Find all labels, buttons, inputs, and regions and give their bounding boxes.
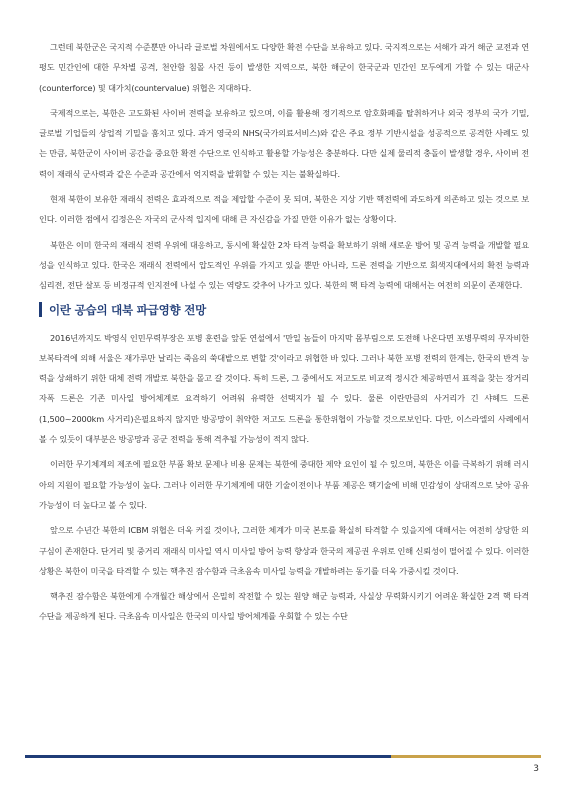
section-heading-text: 이란 공습의 대북 파급영향 전망 <box>49 302 207 317</box>
paragraph: 현재 북한이 보유한 재래식 전력은 효과적으로 적을 제압할 수준이 못 되며, 북한은 지상 기반 핵전력에 과도하게 의존하고 있는 것으로 보인다. 이러한 점에서 김정은은 자국의 군사적 입지에 대해 큰 자신감을 가질 만한 이유가 없는 상황이다. <box>39 194 529 225</box>
paragraph: 2016년까지도 박영식 인민무력부장은 포병 훈련을 앞둔 연설에서 '만일 놈들이 마지막 몸부림으로 도전해 나온다면 포병무력의 무자비한 보복타격에 의해 서울은 재가루만 날리는 죽음의 쑥대밭으로 변할 것'이라고 위협한 바 있다. 그러나 북한 포병 전력의 한계는, 한국의 반격 능력을 상쇄하기 위한 대체 전력 개발로 북한을 몰고 갈 것이다. 특히 드론, 그 중에서도 저고도로 비교적 정시간 체공하면서 표적을 찾는 장거리 자폭 드론은 기존 미사일 방어체계로 요격하기 어려워 유력한 선택지가 될 수 있다. 물론 이란만큼의 사거리가 긴 샤헤드 드론(1,500~2000km 사거리)은필요하지 않지만 방공망이 취약한 저고도 드론을 통한위협이 가능할 것으로보인다. 다만, 이스라엘의 사례에서 볼 수 있듯이 대부분은 방공망과 공군 전력을 통해 격추될 가능성이 적지 않다. <box>39 332 529 445</box>
section-heading <box>39 302 529 318</box>
paragraph: 국제적으로는, 북한은 고도화된 사이버 전력을 보유하고 있으며, 이를 활용해 정기적으로 암호화폐를 탈취하거나 외국 정부의 국가 기밀, 글로벌 기업들의 상업적 기밀을 훔치고 있다. 과거 영국의 NHS(국가의료서비스)와 같은 주요 정부 기반시설을 성공적으로 공격한 사례도 있는 만큼, 북한군이 사이버 공간을 중요한 확전 수단으로 인식하고 활용할 가능성은 충분하다. 다만 실제 물리적 충돌이 발생할 경우, 사이버 전력이 재래식 군사력과 같은 수준과 공간에서 억지력을 발휘할 수 있는 지는 불확실하다. <box>39 107 529 179</box>
footer-rule <box>25 755 541 758</box>
heading-bar <box>39 302 42 317</box>
paragraph: 핵추진 잠수함은 북한에게 수개월간 해상에서 은밀히 작전할 수 있는 원양 해군 능력과, 사실상 무력화시키기 어려운 확실한 2격 핵 타격 수단을 제공하게 된다. 극초음속 미사일은 한국의 미사일 방어체계를 우회할 수 있는 수단 <box>39 591 529 622</box>
document-body <box>39 37 529 632</box>
paragraph: 그런데 북한군은 국지적 수준뿐만 아니라 글로벌 차원에서도 다양한 확전 수단을 보유하고 있다. 국지적으로는 서해가 과거 해군 교전과 연평도 민간인에 대한 무차별 공격, 천안함 침몰 사건 등이 발생한 지역으로, 북한 해군이 한국군과 민간인 모두에게 가할 수 있는 대군사(counterforce) 및 대가치(countervalue) 위협은 지대하다. <box>39 42 529 93</box>
paragraph: 북한은 이미 한국의 재래식 전력 우위에 대응하고, 동시에 확실한 2차 타격 능력을 확보하기 위해 새로운 방어 및 공격 능력을 개발할 필요성을 인식하고 있다. 한국은 재래식 전력에서 압도적인 우위를 가지고 있을 뿐만 아니라, 드론 전력을 기반으로 회색지대에서의 확전 능력과 심리전, 전단 살포 등 비정규적 인지전에 나설 수 있는 역량도 갖추어 나가고 있다. 북한의 핵 타격 능력에 대해서는 여전히 의문이 존재한다. <box>39 239 529 291</box>
page-number: 3 <box>533 764 539 774</box>
paragraph: 이러한 무기체계의 제조에 필요한 부품 확보 문제나 비용 문제는 북한에 중대한 제약 요인이 될 수 있으며, 북한은 이를 극복하기 위해 러시아의 지원이 필요할 가능성이 높다. 그러나 이러한 무기체계에 대한 기술이전이나 부품 제공은 핵기술에 비해 민감성이 상대적으로 낮아 공유 가능성이 더 높다고 볼 수 있다. <box>39 459 529 510</box>
paragraph: 앞으로 수년간 북한의 ICBM 위협은 더욱 커질 것이나, 그러한 체계가 미국 본토를 확실히 타격할 수 있을지에 대해서는 여전히 상당한 의구심이 존재한다. 단거리 및 중거리 재래식 미사일 역시 미사일 방어 능력 향상과 한국의 제공권 우위로 인해 신뢰성이 떨어질 수 있다. 이러한 상황은 북한이 미국을 타격할 수 있는 핵추진 잠수함과 극초음속 미사일 능력을 개발하려는 동기를 더욱 가중시킬 것이다. <box>39 525 529 576</box>
